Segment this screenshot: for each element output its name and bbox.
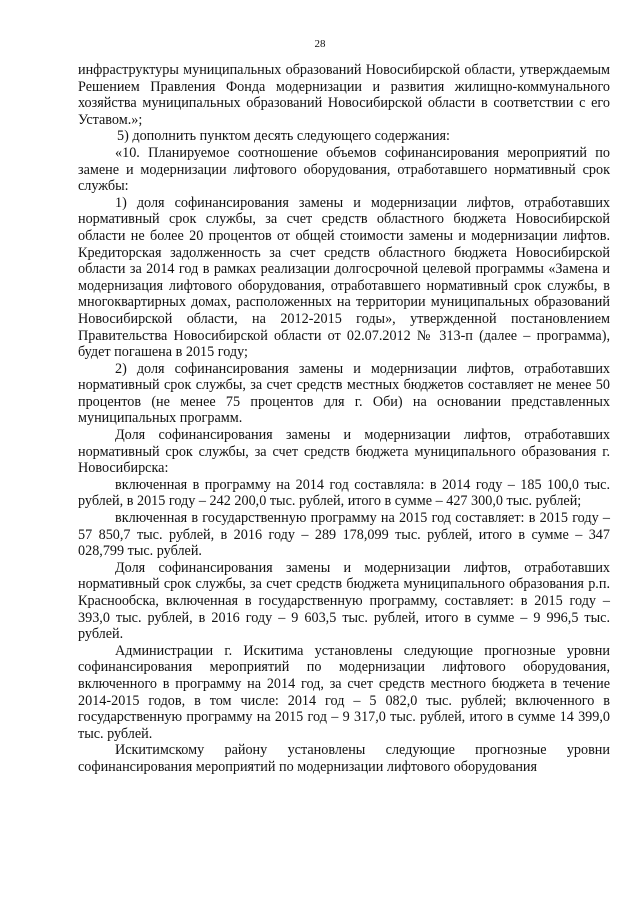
document-body xyxy=(78,62,610,776)
paragraph-3: «10. Планируемое соотношение объемов софинансирования мероприятий по замене и модернизации лифтового оборудования, отработавшего нормативный срок службы: xyxy=(78,144,610,195)
paragraph-7: включенная в программу на 2014 год составляла: в 2014 году – 185 100,0 тыс. рублей, в 2015 году – 242 200,0 тыс. рублей, итого в сумме – 427 300,0 тыс. рублей; xyxy=(78,476,610,510)
paragraph-10: Администрации г. Искитима установлены следующие прогнозные уровни софинансирования мероприятий по модернизации лифтового оборудования, включенного в программу на 2014 год, за счет средств местного бюджета в течение 2014-2015 годов, в том числе: 2014 год – 5 082,0 тыс. рублей; включенного в государственную программу на 2015 год – 9 317,0 тыс. рублей, итого в сумме 14 399,0 тыс. рублей. xyxy=(78,642,610,742)
paragraph-8: включенная в государственную программу на 2015 год составляет: в 2015 году – 57 850,7 тыс. рублей, в 2016 году – 289 178,099 тыс. рублей, итого в сумме – 347 028,799 тыс. рублей. xyxy=(78,510,610,560)
paragraph-6: Доля софинансирования замены и модернизации лифтов, отработавших нормативный срок службы, за счет средств бюджета муниципального образования г. Новосибирска: xyxy=(78,427,610,477)
page-number: 28 xyxy=(314,38,326,50)
paragraph-11: Искитимскому району установлены следующие прогнозные уровни софинансирования мероприятий по модернизации лифтового оборудования xyxy=(78,742,610,775)
paragraph-1: инфраструктуры муниципальных образований Новосибирской области, утверждаемым Решением Правления Фонда модернизации и развития жилищно-коммунального хозяйства муниципальных образований Новосибирской области в соответствии с его Уставом.»; xyxy=(78,62,610,128)
paragraph-2: 5) дополнить пунктом десять следующего содержания: xyxy=(117,128,450,145)
paragraph-5: 2) доля софинансирования замены и модернизации лифтов, отработавших нормативный срок службы, за счет средств местных бюджетов составляет не менее 50 процентов (не менее 75 процентов для г. Оби) на основании представленных муниципальных программ. xyxy=(78,360,610,427)
paragraph-4: 1) доля софинансирования замены и модернизации лифтов, отработавших нормативный срок службы, за счет средств областного бюджета Новосибирской области не более 20 процентов от общей стоимости замены и модернизации лифтов. Кредиторская задолженность за счет средств областного бюджета Новосибирской области за 2014 год в рамках реализации долгосрочной целевой программы «Замена и модернизация лифтового оборудования, отработавшего нормативный срок службы, в многоквартирных домах, расположенных на территории муниципальных образований Новосибирской области, на 2012-2015 годы», утвержденной постановлением Правительства Новосибирской области от 02.07.2012 № 313-п (далее – программа), будет погашена в 2015 году; xyxy=(78,194,610,361)
paragraph-9: Доля софинансирования замены и модернизации лифтов, отработавших нормативный срок службы, за счет средств бюджета муниципального образования р.п. Краснообска, включенная в государственную программу, составляет: в 2015 году – 393,0 тыс. рублей, в 2016 году – 9 603,5 тыс. рублей, итого в сумме – 9 996,5 тыс. рублей. xyxy=(78,559,610,643)
